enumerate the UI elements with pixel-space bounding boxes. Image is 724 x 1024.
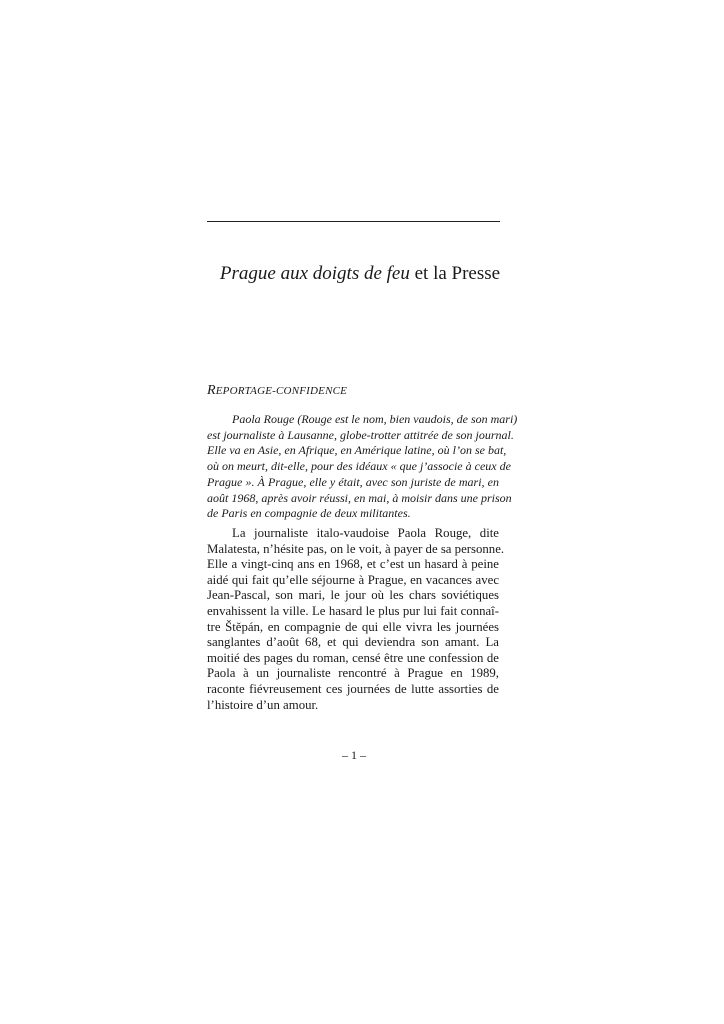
section-heading-rest: EPORTAGE-CONFIDENCE: [215, 385, 348, 397]
body-line: Malatesta, n’hésite pas, on le voit, à payer de sa personne.: [207, 541, 505, 556]
body-paragraph: [207, 526, 505, 713]
lead-line: de Paris en compagnie de deux militantes.: [207, 506, 411, 521]
page-number: – 1 –: [342, 748, 366, 762]
body-line: Jean-Pascal, son mari, le jour où les chars soviétiques: [207, 588, 499, 603]
section-heading-initial: R: [207, 383, 216, 398]
body-line: envahissent la ville. Le hasard le plus pur lui fait connaî-: [207, 603, 499, 618]
body-line: raconte fiévreusement ces journées de lutte assorties de: [207, 681, 499, 696]
lead-line: Prague ». À Prague, elle y était, avec son juriste de mari, en: [207, 474, 499, 489]
lead-line: où on meurt, dit-elle, pour des idéaux « que j’associe à ceux de: [207, 459, 511, 474]
lead-line: est journaliste à Lausanne, globe-trotter attitrée de son journal.: [207, 427, 514, 442]
body-line: Paola à un journaliste rencontré à Prague en 1989,: [207, 666, 499, 681]
chapter-title-italic: Prague aux doigts de feu: [219, 263, 410, 284]
lead-line: Elle va en Asie, en Afrique, en Amérique latine, où l’on se bat,: [207, 443, 507, 458]
body-line: aidé qui fait qu’elle séjourne à Prague, en vacances avec: [207, 572, 499, 587]
lead-line: Paola Rouge (Rouge est le nom, bien vaudois, de son mari): [232, 412, 518, 426]
body-line: moitié des pages du roman, censé être une confession de: [207, 650, 499, 665]
body-line: Elle a vingt-cinq ans en 1968, et c’est un hasard à peine: [207, 557, 499, 572]
lead-paragraph: [207, 412, 518, 522]
header-rule: [207, 221, 500, 222]
body-line: sanglantes d’août 68, et qui deviendra son amant. La: [207, 635, 499, 650]
chapter-title: [150, 262, 570, 286]
lead-line: août 1968, après avoir réussi, en mai, à moisir dans une prison: [207, 490, 512, 505]
body-line: tre Štěpán, en compagnie de qui elle vivra les journées: [207, 619, 499, 634]
chapter-title-roman: et la Presse: [409, 263, 501, 284]
section-heading: [207, 383, 347, 399]
body-line: l’histoire d’un amour.: [207, 697, 319, 712]
body-line: La journaliste italo-vaudoise Paola Rouge, dite: [232, 526, 499, 540]
